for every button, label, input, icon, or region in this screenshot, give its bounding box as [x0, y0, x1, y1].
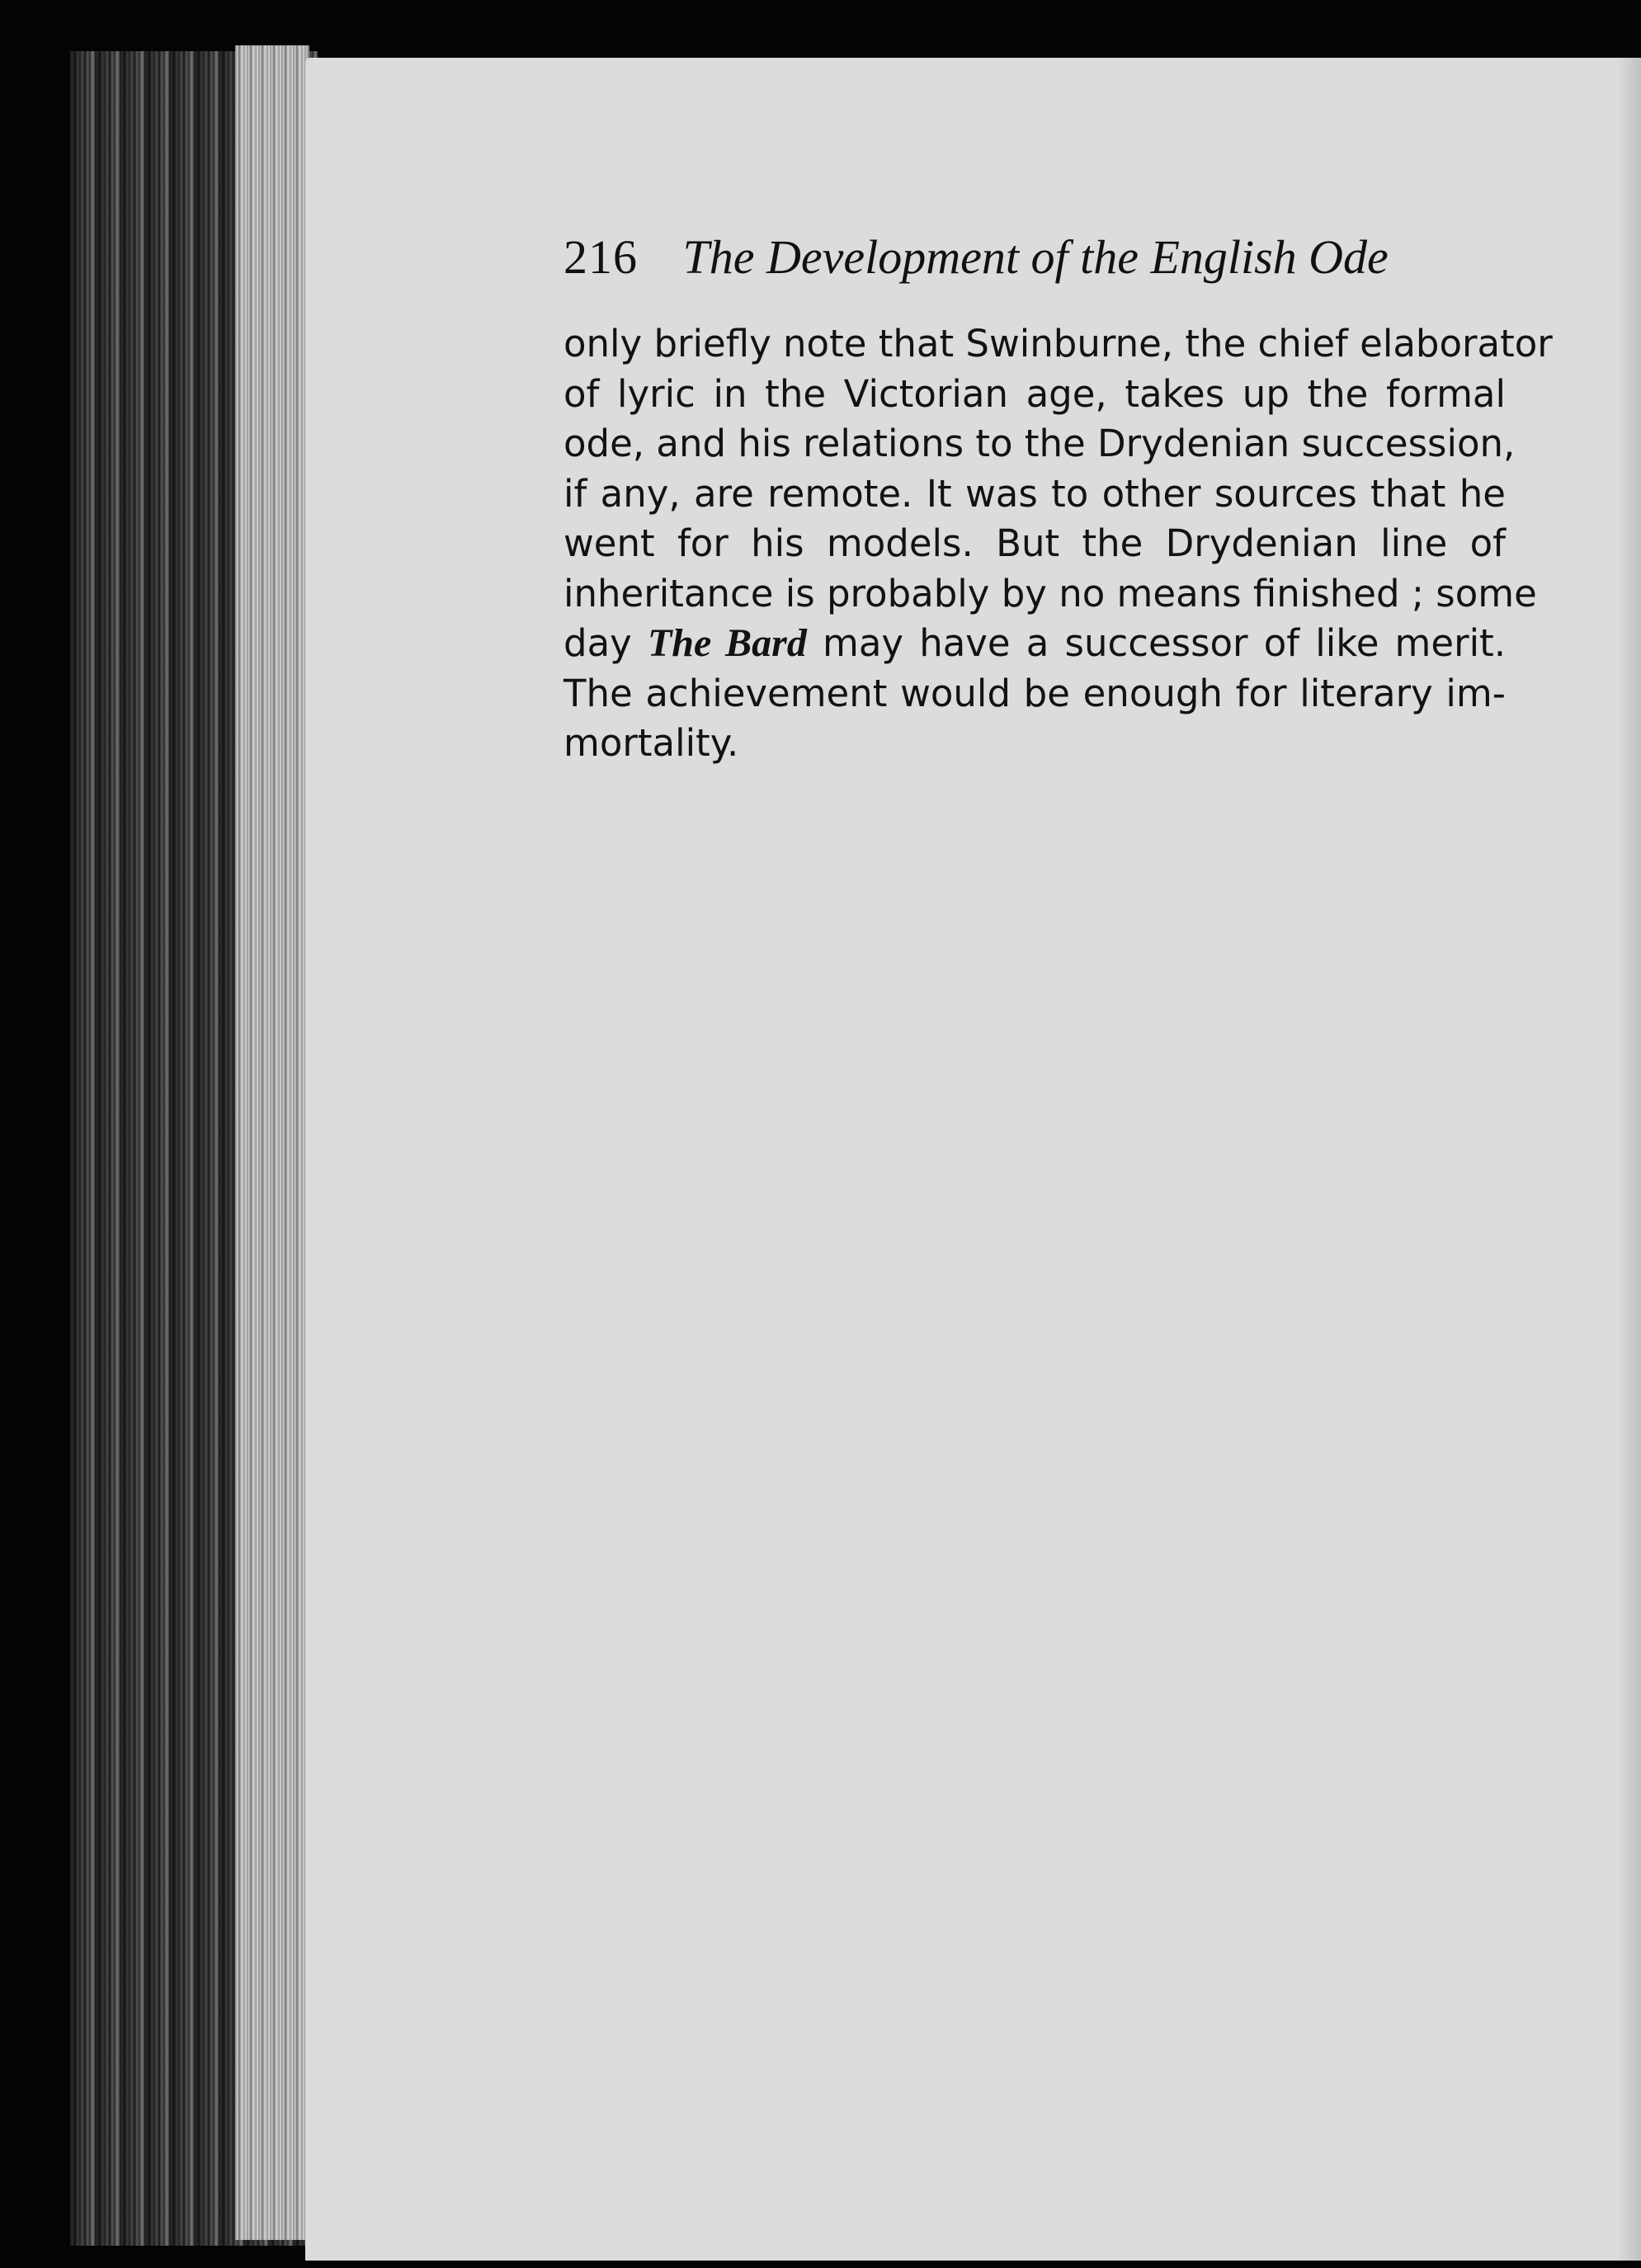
text-line: ode, and his relations to the Drydenian succession, [564, 422, 1516, 465]
text-line: if any, are remote. It was to other sources that he [564, 471, 1506, 516]
book-page-edges-light [235, 45, 309, 2240]
text-line: of lyric in the Victorian age, takes up the formal [564, 371, 1506, 416]
page-number: 216 [564, 230, 638, 284]
poem-title-reference: The Bard [647, 621, 807, 665]
page-header [564, 229, 1504, 295]
text-line: mortality. [564, 721, 739, 765]
text-line: The achievement would be enough for literary im- [564, 671, 1506, 715]
text-line: inheritance is probably by no means finished ; some [564, 571, 1537, 615]
text-fragment: may have a successor of like merit. [823, 621, 1507, 665]
text-line: went for his models. But the Drydenian line of [564, 521, 1506, 565]
page-shadow [1616, 58, 1641, 2261]
running-title: The Development of the English Ode [682, 230, 1389, 284]
text-fragment: day [564, 621, 632, 665]
text-line [564, 619, 1506, 669]
body-paragraph [564, 319, 1553, 769]
text-line: only briefly note that Swinburne, the chief elaborator [564, 322, 1553, 365]
